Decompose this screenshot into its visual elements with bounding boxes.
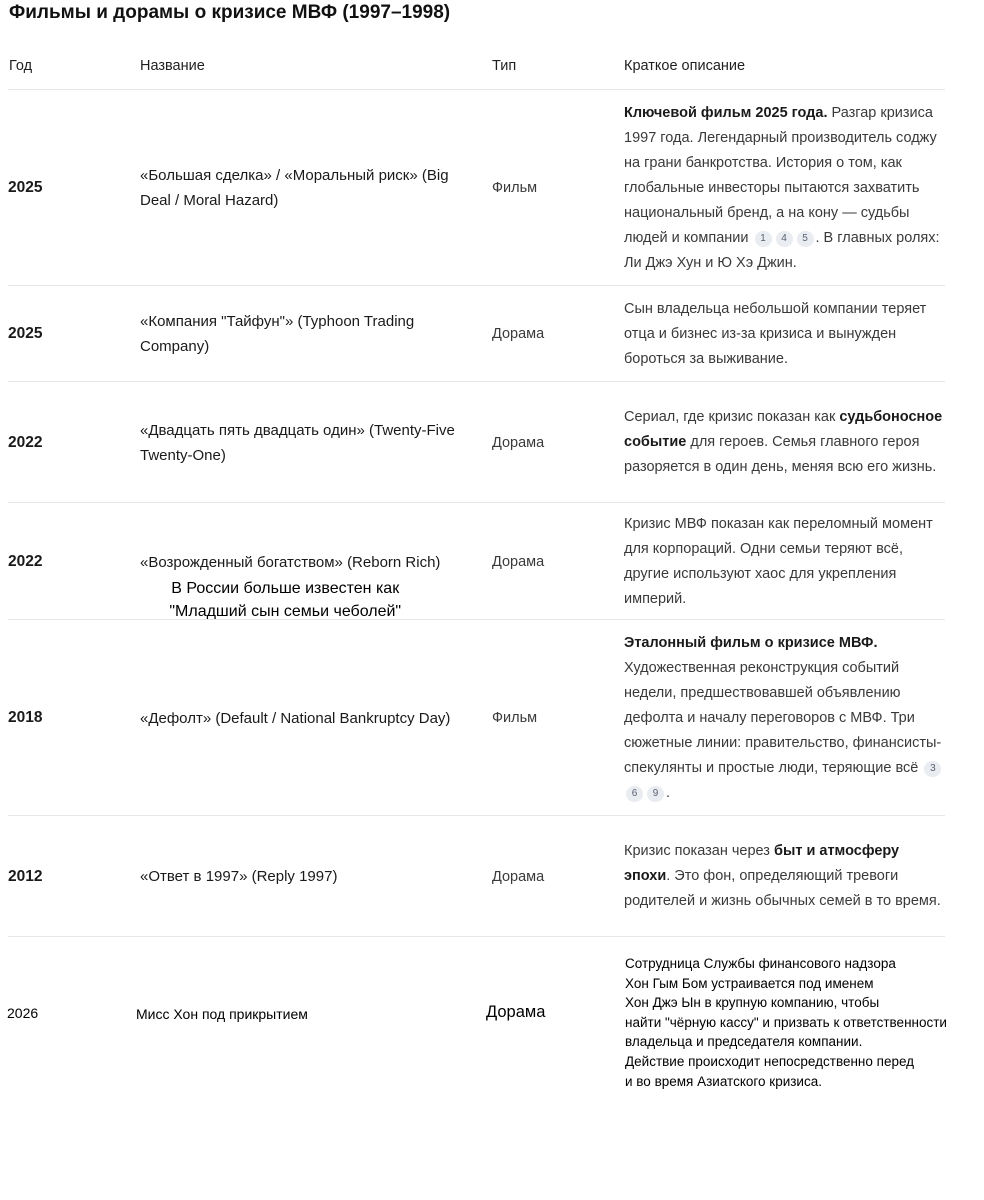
- row-title: «Большая сделка» / «Моральный риск» (Big Deal / Moral Hazard): [140, 167, 449, 209]
- description-emphasis: судьбоносное событие: [624, 409, 943, 450]
- header-description: Краткое описание: [624, 58, 746, 74]
- row-title: «Дефолт» (Default / National Bankruptcy Day): [140, 709, 451, 727]
- header-type: Тип: [492, 58, 517, 74]
- row-type: Дорама: [492, 553, 545, 570]
- table-row: [8, 619, 945, 816]
- header-name: Название: [140, 58, 205, 74]
- citation-badge[interactable]: 1: [755, 231, 772, 247]
- table-row: [8, 89, 945, 286]
- table-row-divider: [8, 936, 945, 937]
- row-type: Фильм: [492, 180, 538, 196]
- header-year: Год: [9, 58, 33, 74]
- row-type: Фильм: [492, 710, 538, 726]
- table-row: [8, 381, 945, 503]
- table-row: [8, 815, 945, 937]
- row-title: «Ответ в 1997» (Reply 1997): [140, 868, 338, 885]
- row-year: 2025: [8, 179, 43, 196]
- table-row: [8, 285, 945, 382]
- row-description: Сотрудница Службы финансового надзора Хон Гым Бом устраивается под именем Хон Джэ Ын в крупную компанию, чтобы найти "чёрную кассу" и призвать к ответственности владельца и председателя компании. Действие происходит непосредственно перед и во время Азиатского кризиса.: [625, 956, 947, 1089]
- citation-badge[interactable]: 9: [647, 786, 664, 802]
- description-emphasis: быт и атмосферу эпохи: [624, 843, 900, 884]
- page-title: Фильмы и дорамы о кризисе МВФ (1997–1998): [9, 2, 451, 23]
- row-description: Эталонный фильм о кризисе МВФ. Художественная реконструкция событий недели, предшествовавшей объявлению дефолта и началу переговоров с МВФ. Три сюжетные линии: правительство, финансисты-спекулянты и простые люди, теряющие всё 36 9 .: [624, 634, 942, 801]
- row-title: Мисс Хон под прикрытием: [136, 1006, 308, 1022]
- row-type: Дорама: [492, 868, 545, 885]
- citation-badge[interactable]: 4: [776, 231, 793, 247]
- row-title: «Двадцать пять двадцать один» (Twenty-Five Twenty-One): [140, 421, 455, 464]
- description-lead: Ключевой фильм 2025 года.: [624, 104, 828, 121]
- row-description: Кризис МВФ показан как переломный момент для корпораций. Одни семьи теряют всё, другие используют хаос для укрепления империй.: [624, 515, 933, 607]
- row-year: 2022: [8, 552, 43, 570]
- row-type: Дорама: [486, 1003, 546, 1021]
- row-title: «Возрожденный богатством» (Reborn Rich): [140, 554, 441, 571]
- citation-badge[interactable]: 6: [626, 786, 643, 802]
- row-year: 2018: [8, 709, 43, 726]
- table-row: [8, 502, 945, 620]
- row-description: Ключевой фильм 2025 года. Разгар кризиса 1997 года. Легендарный производитель соджу на грани банкротства. История о том, как глобальные инвесторы пытаются захватить национальный бренд, а на кону — судьбы людей и компании 1 4 5 . В главных ролях: Ли Джэ Хун и Ю Хэ Джин.: [624, 104, 940, 271]
- row-title: «Компания "Тайфун"» (Typhoon Trading Company): [140, 313, 415, 355]
- citation-badge[interactable]: 3: [924, 761, 941, 777]
- row-year: 2026: [7, 1005, 39, 1021]
- row-description: Кризис показан через быт и атмосферу эпохи. Это фон, определяющий тревоги родителей и жизнь обычных семей в то время.: [624, 843, 941, 909]
- row-type: Дорама: [492, 326, 545, 342]
- citation-badge[interactable]: 5: [797, 231, 814, 247]
- row-year: 2022: [8, 433, 43, 451]
- alt-title-note: В России больше известен как: [171, 580, 400, 597]
- row-description: Сын владельца небольшой компании теряет отца и бизнес из-за кризиса и вынужден бороться за выживание.: [624, 300, 927, 367]
- row-year: 2012: [8, 867, 43, 885]
- row-description: Сериал, где кризис показан как судьбоносное событие для героев. Семья главного героя разоряется в один день, меняя всю его жизнь.: [624, 409, 943, 475]
- description-lead: Эталонный фильм о кризисе МВФ.: [624, 634, 878, 651]
- alt-title-note: "Младший сын семьи чеболей": [169, 603, 402, 620]
- row-year: 2025: [8, 325, 43, 342]
- row-type: Дорама: [492, 434, 545, 451]
